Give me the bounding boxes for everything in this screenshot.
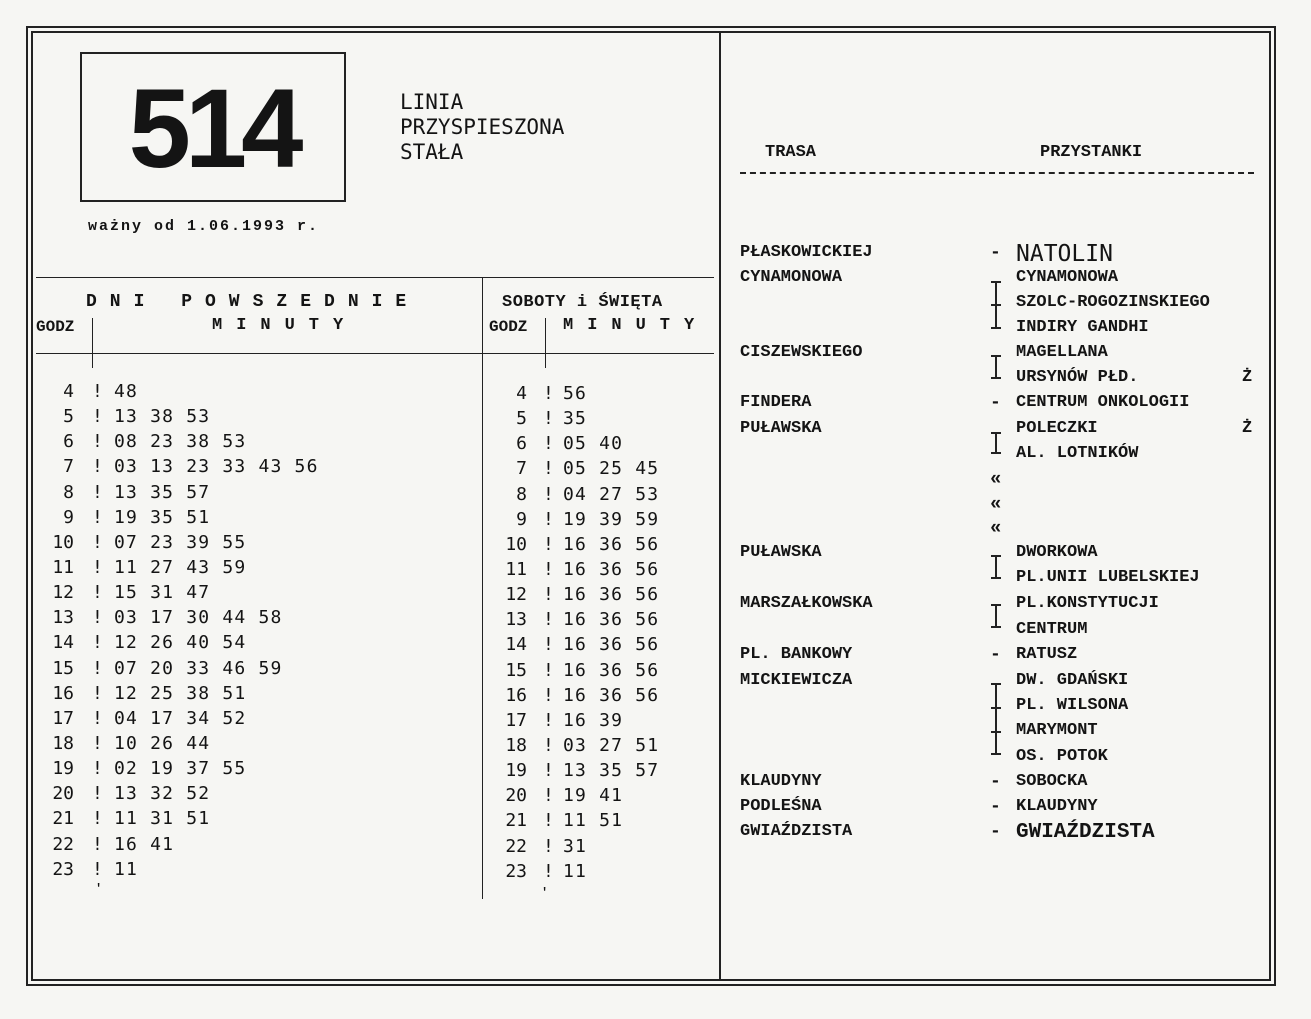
weekday-minutes: 16 41 [114, 833, 175, 855]
weekday-separator: ! [92, 758, 103, 780]
weekday-minutes: 10 26 44 [114, 732, 211, 754]
weekday-minutes: 11 27 43 59 [114, 556, 247, 578]
weekend-separator: ! [543, 709, 554, 731]
weekend-separator: ! [543, 684, 554, 706]
weekend-minutes: 16 36 56 [563, 558, 660, 580]
stop-item: PL. WILSONA [1016, 696, 1129, 715]
weekend-title: SOBOTY i ŚWIĘTA [502, 293, 663, 312]
weekend-separator: ! [543, 408, 554, 430]
weekday-row [40, 859, 470, 884]
weekday-row [40, 582, 470, 607]
weekend-column-end: ' [541, 886, 549, 900]
stop-bracket [995, 355, 997, 379]
weekday-row [40, 808, 470, 833]
weekend-minutes: 16 36 56 [563, 659, 660, 681]
weekday-minutes: 07 20 33 46 59 [114, 657, 283, 679]
weekday-row [40, 632, 470, 657]
weekend-row [493, 559, 708, 584]
weekday-hour: 4 [63, 381, 74, 402]
stop-item: OS. POTOK [1016, 747, 1108, 766]
weekend-separator: ! [543, 835, 554, 857]
weekend-separator: ! [543, 810, 554, 832]
weekend-separator: ! [543, 483, 554, 505]
schedule-split-line [482, 277, 483, 899]
weekend-minutes: 16 39 [563, 709, 624, 731]
weekend-minutes: 13 35 57 [563, 760, 660, 782]
weekend-minutes-label: MINUTY [563, 316, 709, 335]
street-item: PL. BANKOWY [740, 645, 853, 664]
stop-dash: - [990, 772, 1001, 792]
weekend-hour: 10 [505, 533, 527, 555]
weekend-hour: 13 [505, 609, 527, 631]
weekday-row [40, 658, 470, 683]
weekend-row [493, 408, 708, 433]
line-type [400, 90, 564, 165]
stop-bracket [995, 555, 997, 579]
stop-item: MAGELLANA [1016, 343, 1108, 362]
stop-dash: - [990, 243, 1001, 263]
street-item: PUŁAWSKA [740, 543, 822, 562]
weekend-separator: ! [543, 609, 554, 631]
weekday-separator: ! [92, 858, 103, 880]
weekday-hour: 23 [52, 858, 74, 880]
stop-item: URSYNÓW PŁD. [1016, 368, 1139, 387]
weekday-row [40, 431, 470, 456]
line-type-2: PRZYSPIESZONA [400, 115, 565, 139]
weekday-hour: 7 [63, 456, 74, 478]
weekday-minutes: 03 17 30 44 58 [114, 607, 283, 629]
bracket-tick [991, 304, 1001, 306]
weekday-separator: ! [92, 481, 103, 503]
weekend-row [493, 634, 708, 659]
continuation-chevron: « [990, 468, 1002, 490]
stop-item: MARYMONT [1016, 721, 1098, 740]
weekend-hour: 21 [505, 810, 527, 832]
weekend-hour: 8 [516, 483, 527, 505]
weekend-row [493, 383, 708, 408]
weekend-separator: ! [543, 584, 554, 606]
weekday-separator: ! [92, 456, 103, 478]
weekend-hour: 22 [505, 835, 527, 857]
weekday-hour: 13 [52, 607, 74, 629]
weekday-minutes: 13 32 52 [114, 783, 211, 805]
weekend-rows [493, 383, 708, 886]
weekday-hour: 19 [52, 758, 74, 780]
weekend-row [493, 534, 708, 559]
trasa-header: TRASA [765, 143, 817, 162]
street-item: GWIAŹDZISTA [740, 822, 853, 841]
weekday-hour: 10 [52, 531, 74, 553]
stop-item: PL.KONSTYTUCJI [1016, 594, 1159, 613]
weekday-row [40, 607, 470, 632]
weekday-row [40, 733, 470, 758]
weekday-hour-divider [92, 318, 93, 368]
weekday-minutes: 12 25 38 51 [114, 682, 247, 704]
weekend-hour: 7 [516, 458, 527, 480]
request-stop-mark: Ż [1242, 368, 1253, 387]
weekend-minutes: 16 36 56 [563, 584, 660, 606]
weekday-minutes: 48 [114, 381, 139, 402]
weekend-hour: 18 [505, 734, 527, 756]
street-item: CISZEWSKIEGO [740, 343, 863, 362]
stop-item: PL.UNII LUBELSKIEJ [1016, 568, 1200, 587]
weekend-separator: ! [543, 634, 554, 656]
weekend-hour: 11 [505, 558, 527, 580]
weekday-separator: ! [92, 682, 103, 704]
weekend-hour: 16 [505, 684, 527, 706]
weekend-row [493, 760, 708, 785]
stop-dash: - [990, 393, 1001, 413]
weekday-row [40, 507, 470, 532]
bracket-tick [991, 707, 1001, 709]
weekday-separator: ! [92, 657, 103, 679]
weekday-row [40, 406, 470, 431]
stop-item: POLECZKI [1016, 419, 1098, 438]
weekend-row [493, 458, 708, 483]
weekday-separator: ! [92, 833, 103, 855]
weekend-hour: 6 [516, 433, 527, 455]
weekday-title: DNI POWSZEDNIE [86, 292, 420, 312]
weekday-row [40, 683, 470, 708]
stop-item: DW. GDAŃSKI [1016, 671, 1129, 690]
weekday-separator: ! [92, 381, 103, 402]
weekday-hour: 18 [52, 732, 74, 754]
line-number: 514 [128, 66, 298, 191]
weekday-minutes: 11 [114, 858, 139, 880]
valid-from: ważny od 1.06.1993 r. [88, 218, 320, 235]
line-type-1: LINIA [400, 90, 464, 114]
weekday-hour: 5 [63, 406, 74, 428]
weekend-minutes: 16 36 56 [563, 634, 660, 656]
weekend-hour: 14 [505, 634, 527, 656]
stop-item: RATUSZ [1016, 645, 1078, 664]
stop-item: NATOLIN [1016, 241, 1113, 267]
weekday-hour: 20 [52, 783, 74, 805]
weekend-minutes: 35 [563, 408, 588, 430]
weekday-row [40, 783, 470, 808]
weekday-hour: 6 [63, 431, 74, 453]
stop-item: SZOLC-ROGOZINSKIEGO [1016, 293, 1210, 312]
weekday-separator: ! [92, 431, 103, 453]
weekend-minutes: 03 27 51 [563, 734, 660, 756]
stop-dash: - [990, 645, 1001, 665]
weekend-separator: ! [543, 734, 554, 756]
weekend-separator: ! [543, 558, 554, 580]
weekend-minutes: 31 [563, 835, 588, 857]
weekend-hour: 5 [516, 408, 527, 430]
weekday-hour: 16 [52, 682, 74, 704]
line-type-3: STAŁA [400, 140, 464, 164]
weekend-hour-divider [545, 318, 546, 368]
weekday-rows [40, 381, 470, 884]
weekend-row [493, 609, 708, 634]
center-divider [719, 31, 721, 981]
weekday-minutes: 11 31 51 [114, 808, 211, 830]
weekday-hour: 8 [63, 481, 74, 503]
weekday-separator: ! [92, 531, 103, 553]
weekend-minutes: 11 51 [563, 810, 624, 832]
weekday-separator: ! [92, 632, 103, 654]
weekday-row [40, 456, 470, 481]
stop-item: KLAUDYNY [1016, 797, 1098, 816]
weekend-row [493, 836, 708, 861]
weekday-hour: 11 [52, 556, 74, 578]
weekday-row [40, 482, 470, 507]
stop-item: CYNAMONOWA [1016, 268, 1119, 287]
weekday-hour: 21 [52, 808, 74, 830]
weekday-separator: ! [92, 707, 103, 729]
stop-item: AL. LOTNIKÓW [1016, 444, 1139, 463]
weekday-row [40, 708, 470, 733]
stop-item: SOBOCKA [1016, 772, 1088, 791]
stop-dash: - [990, 822, 1001, 842]
weekend-row [493, 785, 708, 810]
weekend-separator: ! [543, 433, 554, 455]
weekend-row [493, 433, 708, 458]
weekend-row [493, 861, 708, 886]
weekday-hour: 17 [52, 707, 74, 729]
weekend-hour: 19 [505, 760, 527, 782]
weekend-separator: ! [543, 659, 554, 681]
street-item: FINDERA [740, 393, 812, 412]
weekend-separator: ! [543, 533, 554, 555]
street-item: CYNAMONOWA [740, 268, 843, 287]
bracket-tick [991, 731, 1001, 733]
stop-item: GWIAŹDZISTA [1016, 821, 1155, 844]
weekend-hour: 4 [516, 383, 527, 404]
weekend-row [493, 584, 708, 609]
weekend-minutes: 11 [563, 860, 588, 882]
stop-item: INDIRY GANDHI [1016, 318, 1149, 337]
request-stop-mark: Ż [1242, 419, 1253, 438]
weekday-minutes: 04 17 34 52 [114, 707, 247, 729]
weekend-minutes: 16 36 56 [563, 533, 660, 555]
weekend-separator: ! [543, 785, 554, 807]
weekday-minutes: 07 23 39 55 [114, 531, 247, 553]
weekday-row [40, 834, 470, 859]
street-item: MICKIEWICZA [740, 671, 853, 690]
street-item: PŁASKOWICKIEJ [740, 243, 873, 262]
weekday-minutes: 15 31 47 [114, 582, 211, 604]
weekday-minutes: 03 13 23 33 43 56 [114, 456, 319, 478]
weekday-minutes-label: MINUTY [212, 316, 358, 335]
weekday-minutes: 12 26 40 54 [114, 632, 247, 654]
weekday-separator: ! [92, 808, 103, 830]
weekday-hour: 15 [52, 657, 74, 679]
street-item: PODLEŚNA [740, 797, 822, 816]
weekday-minutes: 13 35 57 [114, 481, 211, 503]
weekend-separator: ! [543, 508, 554, 530]
weekday-hour: 14 [52, 632, 74, 654]
weekday-minutes: 08 23 38 53 [114, 431, 247, 453]
street-item: MARSZAŁKOWSKA [740, 594, 873, 613]
przystanki-header: PRZYSTANKI [1040, 143, 1143, 162]
weekend-hour: 17 [505, 709, 527, 731]
weekend-minutes: 16 36 56 [563, 609, 660, 631]
weekday-row [40, 532, 470, 557]
weekend-minutes: 16 36 56 [563, 684, 660, 706]
street-item: PUŁAWSKA [740, 419, 822, 438]
stop-item: CENTRUM [1016, 620, 1088, 639]
stop-bracket [995, 683, 997, 755]
weekend-minutes: 04 27 53 [563, 483, 660, 505]
weekend-hour: 23 [505, 860, 527, 882]
weekday-column-end: ' [95, 882, 103, 896]
continuation-chevron: « [990, 517, 1002, 539]
weekday-hour: 12 [52, 582, 74, 604]
weekend-row [493, 685, 708, 710]
weekday-separator: ! [92, 582, 103, 604]
weekday-row [40, 758, 470, 783]
schedule-header-rule [36, 353, 714, 354]
weekend-separator: ! [543, 383, 554, 404]
weekend-minutes: 05 40 [563, 433, 624, 455]
weekday-minutes: 19 35 51 [114, 506, 211, 528]
line-number-box [80, 52, 346, 202]
header-dashed-rule [740, 172, 1254, 174]
weekend-row [493, 735, 708, 760]
stop-dash: - [990, 797, 1001, 817]
weekend-row [493, 660, 708, 685]
weekday-row [40, 557, 470, 582]
weekend-separator: ! [543, 760, 554, 782]
weekend-minutes: 56 [563, 383, 588, 404]
weekday-separator: ! [92, 732, 103, 754]
weekday-separator: ! [92, 556, 103, 578]
weekday-hour-label: GODZ [36, 318, 75, 336]
stop-item: CENTRUM ONKOLOGII [1016, 393, 1190, 412]
weekend-minutes: 05 25 45 [563, 458, 660, 480]
weekday-separator: ! [92, 783, 103, 805]
stop-bracket [995, 604, 997, 628]
weekday-hour: 22 [52, 833, 74, 855]
continuation-chevron: « [990, 493, 1002, 515]
weekend-hour: 15 [505, 659, 527, 681]
weekday-separator: ! [92, 506, 103, 528]
weekday-separator: ! [92, 607, 103, 629]
weekend-hour: 20 [505, 785, 527, 807]
weekend-row [493, 810, 708, 835]
weekend-hour: 9 [516, 508, 527, 530]
weekend-separator: ! [543, 458, 554, 480]
weekend-separator: ! [543, 860, 554, 882]
weekend-hour: 12 [505, 584, 527, 606]
street-item: KLAUDYNY [740, 772, 822, 791]
weekday-minutes: 02 19 37 55 [114, 758, 247, 780]
weekend-row [493, 509, 708, 534]
weekday-hour: 9 [63, 506, 74, 528]
schedule-top-rule [36, 277, 714, 278]
stop-item: DWORKOWA [1016, 543, 1098, 562]
stop-bracket [995, 432, 997, 454]
weekend-minutes: 19 39 59 [563, 508, 660, 530]
weekday-separator: ! [92, 406, 103, 428]
weekday-minutes: 13 38 53 [114, 406, 211, 428]
weekend-row [493, 484, 708, 509]
weekend-minutes: 19 41 [563, 785, 624, 807]
weekend-row [493, 710, 708, 735]
weekday-row [40, 381, 470, 406]
weekend-hour-label: GODZ [489, 318, 528, 336]
